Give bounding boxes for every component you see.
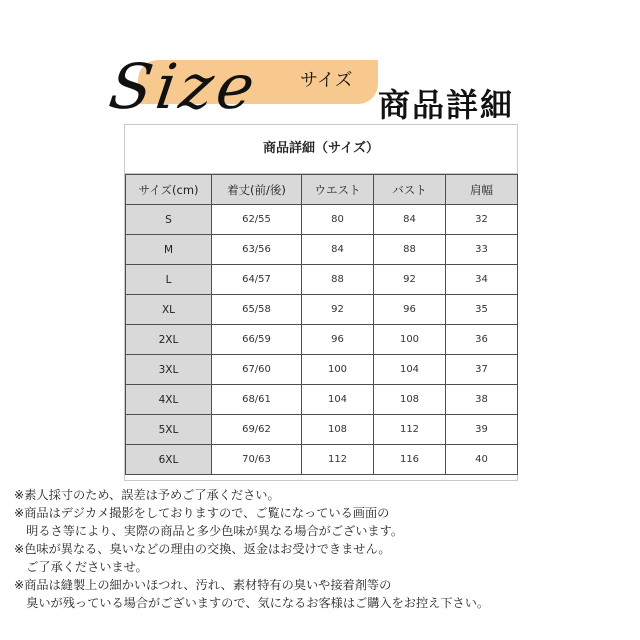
cell-shoulder: 36 bbox=[446, 325, 518, 355]
cell-size: 4XL bbox=[126, 385, 212, 415]
header-small-label: サイズ bbox=[300, 70, 353, 91]
cell-shoulder: 35 bbox=[446, 295, 518, 325]
cell-bust: 100 bbox=[374, 325, 446, 355]
table-row bbox=[126, 445, 518, 475]
cell-length: 68/61 bbox=[212, 385, 302, 415]
cell-length: 67/60 bbox=[212, 355, 302, 385]
cell-bust: 112 bbox=[374, 415, 446, 445]
cell-waist: 96 bbox=[302, 325, 374, 355]
cell-shoulder: 32 bbox=[446, 205, 518, 235]
header-script-word: Size bbox=[104, 50, 263, 123]
cell-bust: 108 bbox=[374, 385, 446, 415]
cell-shoulder: 37 bbox=[446, 355, 518, 385]
column-header-bust: バスト bbox=[374, 175, 446, 205]
cell-waist: 92 bbox=[302, 295, 374, 325]
notes-section bbox=[14, 486, 630, 612]
cell-size: 5XL bbox=[126, 415, 212, 445]
cell-shoulder: 40 bbox=[446, 445, 518, 475]
cell-bust: 96 bbox=[374, 295, 446, 325]
cell-size: XL bbox=[126, 295, 212, 325]
table-row bbox=[126, 415, 518, 445]
cell-length: 64/57 bbox=[212, 265, 302, 295]
cell-size: L bbox=[126, 265, 212, 295]
cell-bust: 92 bbox=[374, 265, 446, 295]
size-table bbox=[125, 174, 518, 475]
cell-waist: 104 bbox=[302, 385, 374, 415]
cell-waist: 100 bbox=[302, 355, 374, 385]
page-header bbox=[0, 0, 640, 125]
cell-length: 69/62 bbox=[212, 415, 302, 445]
cell-size: S bbox=[126, 205, 212, 235]
table-row bbox=[126, 265, 518, 295]
table-row bbox=[126, 235, 518, 265]
note-line: ご了承くださいませ。 bbox=[14, 560, 148, 574]
cell-length: 70/63 bbox=[212, 445, 302, 475]
cell-bust: 104 bbox=[374, 355, 446, 385]
note-line: ※商品はデジカメ撮影をしておりますので、ご覧になっている画面の bbox=[14, 506, 390, 520]
cell-bust: 116 bbox=[374, 445, 446, 475]
cell-waist: 88 bbox=[302, 265, 374, 295]
cell-shoulder: 33 bbox=[446, 235, 518, 265]
cell-length: 66/59 bbox=[212, 325, 302, 355]
cell-bust: 84 bbox=[374, 205, 446, 235]
cell-waist: 112 bbox=[302, 445, 374, 475]
cell-shoulder: 34 bbox=[446, 265, 518, 295]
cell-size: 6XL bbox=[126, 445, 212, 475]
cell-length: 63/56 bbox=[212, 235, 302, 265]
cell-size: 3XL bbox=[126, 355, 212, 385]
note-line: 明るさ等により、実際の商品と多少色味が異なる場合がございます。 bbox=[14, 524, 404, 538]
column-header-size: サイズ(cm) bbox=[126, 175, 212, 205]
cell-waist: 84 bbox=[302, 235, 374, 265]
column-header-waist: ウエスト bbox=[302, 175, 374, 205]
note-line: ※商品は縫製上の細かいほつれ、汚れ、素材特有の臭いや接着剤等の bbox=[14, 578, 392, 592]
column-header-length: 着丈(前/後) bbox=[212, 175, 302, 205]
note-line: 臭いが残っている場合がございますので、気になるお客様はご購入をお控え下さい。 bbox=[14, 596, 490, 610]
header-title: 商品詳細 bbox=[378, 86, 515, 124]
note-line: ※色味が異なる、臭いなどの理由の交換、返金はお受けできません。 bbox=[14, 542, 391, 556]
table-row bbox=[126, 295, 518, 325]
table-row bbox=[126, 355, 518, 385]
cell-size: 2XL bbox=[126, 325, 212, 355]
cell-length: 62/55 bbox=[212, 205, 302, 235]
size-table-panel bbox=[124, 124, 518, 481]
table-row bbox=[126, 205, 518, 235]
table-title: 商品詳細（サイズ） bbox=[125, 125, 517, 174]
table-row bbox=[126, 325, 518, 355]
note-line: ※素人採寸のため、誤差は予めご了承ください。 bbox=[14, 488, 280, 502]
cell-size: M bbox=[126, 235, 212, 265]
cell-shoulder: 38 bbox=[446, 385, 518, 415]
cell-bust: 88 bbox=[374, 235, 446, 265]
table-header-row bbox=[126, 175, 518, 205]
column-header-shoulder: 肩幅 bbox=[446, 175, 518, 205]
cell-waist: 80 bbox=[302, 205, 374, 235]
cell-shoulder: 39 bbox=[446, 415, 518, 445]
cell-length: 65/58 bbox=[212, 295, 302, 325]
cell-waist: 108 bbox=[302, 415, 374, 445]
table-row bbox=[126, 385, 518, 415]
